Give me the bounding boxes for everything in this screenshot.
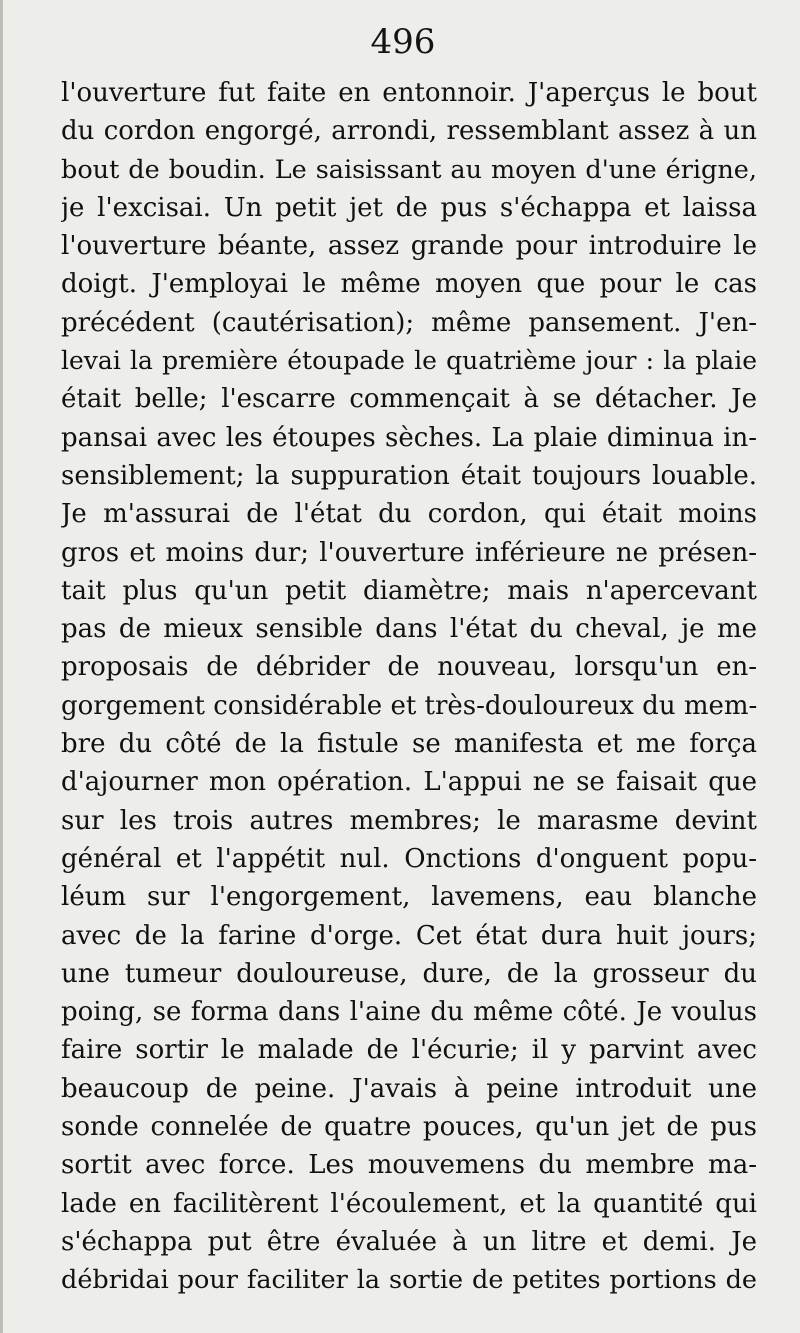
text-line: l'ouverture béante, assez grande pour introduire le xyxy=(61,231,757,262)
text-line: précédent (cautérisation); même pansement. J'en- xyxy=(61,307,757,338)
text-line: bre du côté de la fistule se manifesta et me força xyxy=(61,729,757,760)
text-line: je l'excisai. Un petit jet de pus s'échappa et laissa xyxy=(61,192,757,223)
text-line: sonde connelée de quatre pouces, qu'un jet de pus xyxy=(61,1112,757,1143)
body-text xyxy=(61,74,757,1300)
text-line: pas de mieux sensible dans l'état du cheval, je me xyxy=(61,614,757,645)
text-line: Je m'assurai de l'état du cordon, qui était moins xyxy=(61,499,757,530)
text-line: bout de boudin. Le saisissant au moyen d'une érigne, xyxy=(61,154,757,185)
text-line: sortit avec force. Les mouvemens du membre ma- xyxy=(61,1150,757,1181)
text-line: était belle; l'escarre commençait à se détacher. Je xyxy=(61,384,757,415)
text-line: levai la première étoupade le quatrième jour : la plaie xyxy=(61,346,757,376)
text-line: doigt. J'employai le même moyen que pour le cas xyxy=(61,269,757,300)
text-line: lade en facilitèrent l'écoulement, et la quantité qui xyxy=(61,1188,757,1219)
text-line: une tumeur douloureuse, dure, de la grosseur du xyxy=(61,958,757,989)
text-line: sensiblement; la suppuration était toujours louable. xyxy=(61,460,757,491)
text-line: avec de la farine d'orge. Cet état dura huit jours; xyxy=(61,920,757,951)
text-line: s'échappa put être évaluée à un litre et demi. Je xyxy=(61,1226,757,1257)
text-line: gros et moins dur; l'ouverture inférieure ne présen- xyxy=(61,537,757,568)
page-number: 496 xyxy=(370,22,436,62)
text-line: faire sortir le malade de l'écurie; il y parvint avec xyxy=(61,1035,757,1066)
text-line: tait plus qu'un petit diamètre; mais n'apercevant xyxy=(61,575,757,606)
text-line: général et l'appétit nul. Onctions d'onguent popu- xyxy=(61,843,757,874)
text-line: l'ouverture fut faite en entonnoir. J'aperçus le bout xyxy=(61,78,757,108)
text-line: gorgement considérable et très-douloureux du mem- xyxy=(61,690,757,721)
text-line: poing, se forma dans l'aine du même côté. Je voulus xyxy=(61,997,757,1028)
text-line: du cordon engorgé, arrondi, ressemblant assez à un xyxy=(61,116,757,147)
text-line: léum sur l'engorgement, lavemens, eau blanche xyxy=(61,882,757,913)
text-line: pansai avec les étoupes sèches. La plaie diminua in- xyxy=(61,422,757,453)
text-line: d'ajourner mon opération. L'appui ne se faisait que xyxy=(61,767,757,798)
text-line: débridai pour faciliter la sortie de petites portions de xyxy=(61,1265,757,1296)
text-line: proposais de débrider de nouveau, lorsqu'un en- xyxy=(61,652,757,683)
text-line: beaucoup de peine. J'avais à peine introduit une xyxy=(61,1073,757,1104)
text-line: sur les trois autres membres; le marasme devint xyxy=(61,805,757,836)
